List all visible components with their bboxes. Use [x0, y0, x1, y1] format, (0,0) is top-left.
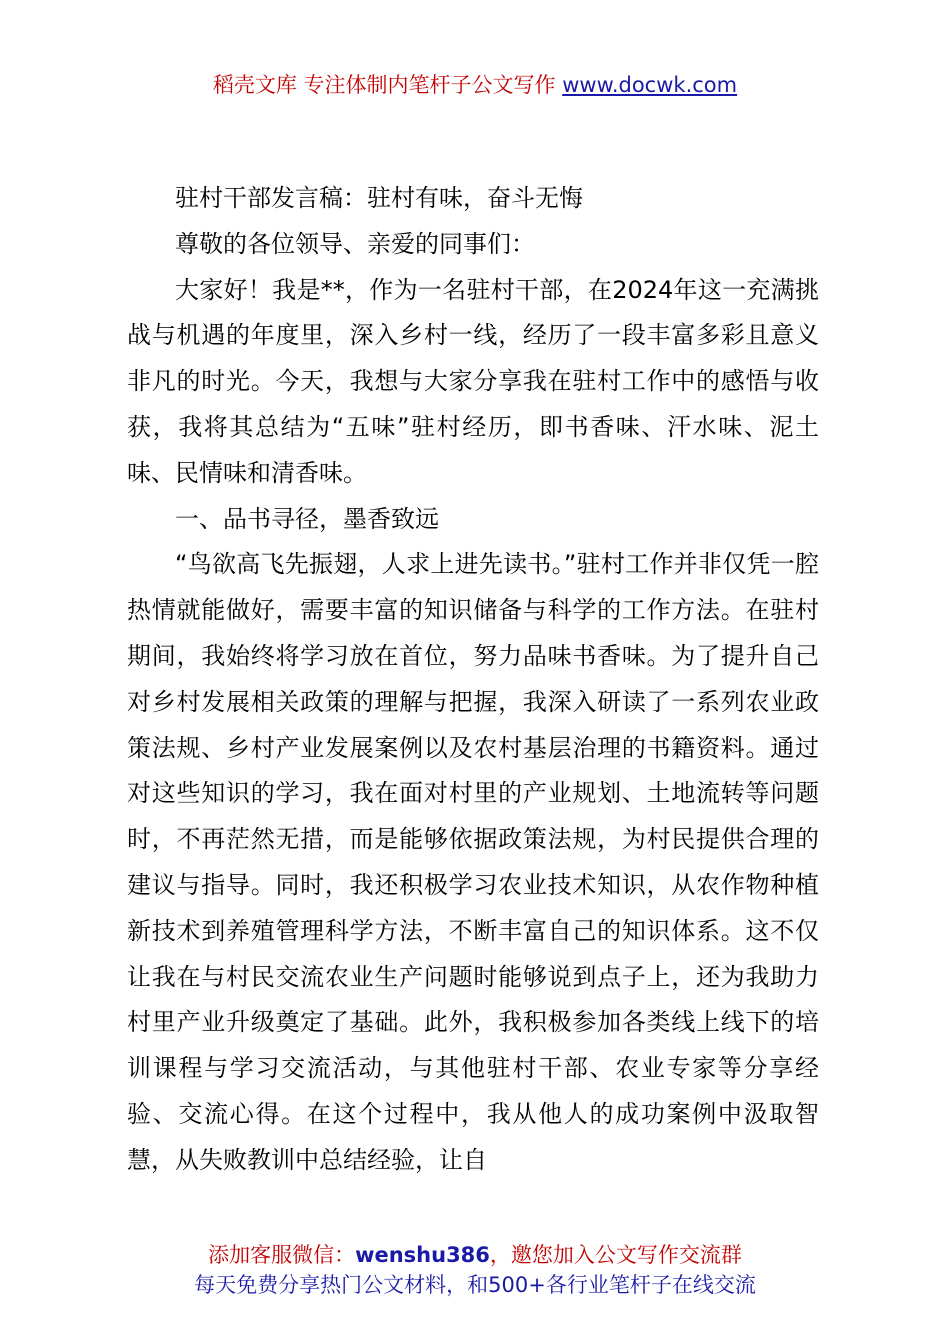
salutation: 尊敬的各位领导、亲爱的同事们： [175, 229, 535, 258]
paragraph-section-1: “鸟欲高飞先振翅，人求上进先读书。”驻村工作并非仅凭一腔热情就能做好，需要丰富的知识储备与科学的工作方法。在驻村期间，我始终将学习放在首位，努力品味书香味。为了提升自己对乡村发展相关政策的理解与把握，我深入研读了一系列农业政策法规、乡村产业发展案例以及农村基层治理的书籍资料。通过对这些知识的学习，我在面对村里的产业规划、土地流转等问题时，不再茫然无措，而是能够依据政策法规，为村民提供合理的建议与指导。同时，我还积极学习农业技术知识，从农作物种植新技术到养殖管理科学方法，不断丰富自己的知识体系。这不仅让我在与村民交流农业生产问题时能够说到点子上，还为我助力村里产业升级奠定了基础。此外，我积极参加各类线上线下的培训课程与学习交流活动，与其他驻村干部、农业专家等分享经验、交流心得。在这个过程中，我从他人的成功案例中汲取智慧，从失败教训中总结经验，让自 [127, 550, 819, 1174]
wechat-id: wenshu386 [355, 1243, 490, 1267]
footer-line-2: 每天免费分享热门公文材料，和500+各行业笔杆子在线交流 [194, 1273, 756, 1297]
header-url-link[interactable]: www.docwk.com [562, 73, 738, 97]
header-brand: 稻壳文库 专注体制内笔杆子公文写作 [212, 73, 563, 97]
page-footer [0, 1240, 950, 1300]
footer-line-1 [0, 1240, 950, 1270]
footer-prefix: 添加客服微信： [208, 1243, 356, 1267]
page-header [0, 70, 950, 100]
document-body [127, 176, 819, 1184]
footer-suffix: ，邀您加入公文写作交流群 [489, 1243, 742, 1267]
document-title: 驻村干部发言稿：驻村有味，奋斗无悔 [175, 184, 583, 212]
paragraph-intro: 大家好！我是**，作为一名驻村干部，在2024年这一充满挑战与机遇的年度里，深入乡村一线，经历了一段丰富多彩且意义非凡的时光。今天，我想与大家分享我在驻村工作中的感悟与收获，我将其总结为“五味”驻村经历，即书香味、汗水味、泥土味、民情味和清香味。 [127, 275, 819, 487]
section-heading-1: 一、品书寻径，墨香致远 [175, 504, 439, 533]
